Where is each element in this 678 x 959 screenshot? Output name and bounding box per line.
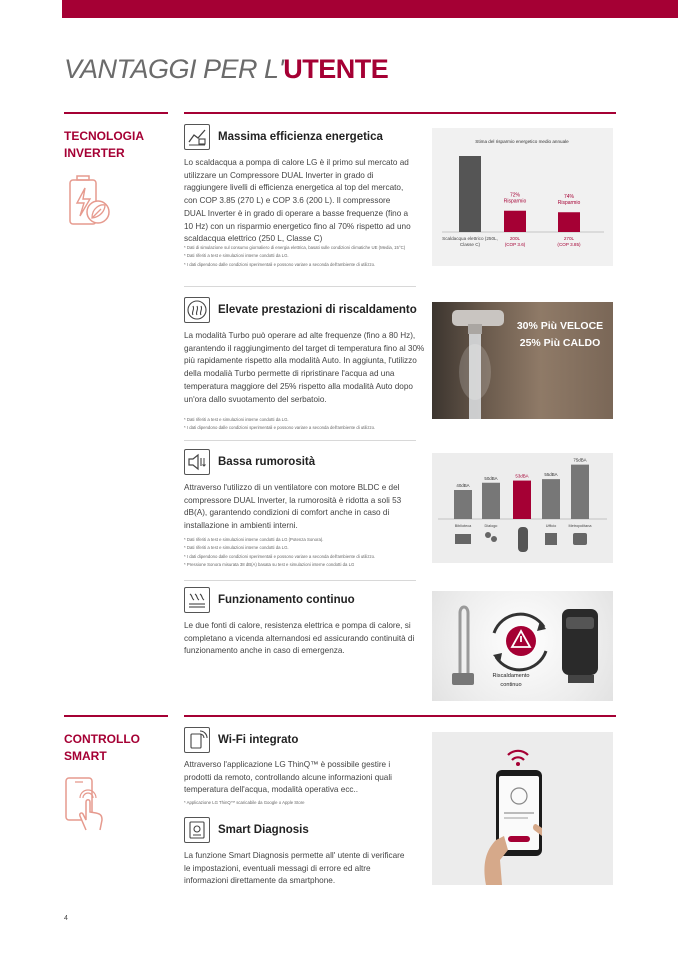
feature-body: Attraverso l'utilizzo di un ventilatore con motore BLDC e del compressore DUAL Inverter, la rumorosità è ridotta a soli 53 dB(A), garantendo condizioni di comfort anche in caso di installazione in ambienti interni.: [184, 483, 402, 531]
feature-body: Lo scaldacqua a pompa di calore LG è il primo sul mercato ad utilizzare un Compressore DUAL Inverter in grado di raggiungere livelli di efficienza energetica al top del mercato, con COP 3.85 (270 L) e COP 3.6 (200 L). Il compressore DUAL Inverter è in grado di operare a basse frequenze (fino a 10 Hz) con un risparmio energetico fino al 70% rispetto ad uno scaldacqua elettrico (250 L, Classe C): [184, 158, 411, 244]
note-line: * Dati riferiti a test e simulazioni interne condotti da LG.: [184, 545, 289, 551]
smart-diagnosis-icon: [184, 817, 210, 843]
feature-notes: [184, 416, 429, 433]
electric-resistance-image: [452, 607, 474, 685]
note-line: * Pressione Sonora misurata 38 dB(A) basata su test e simulazioni interne condotti da LG: [184, 562, 355, 568]
faucet-shape: [452, 310, 504, 326]
noise-bar: [571, 465, 589, 519]
turbo-warmer-label: 25% Più CALDO: [519, 337, 601, 349]
note-line: * Dati riferiti a test e simulazioni interne condotti da LG (Potenza Sonora).: [184, 537, 324, 542]
turbo-faster-label: 30% Più VELOCE: [516, 320, 604, 332]
phone-touch-icon: [64, 776, 112, 832]
noise-pictograms: [455, 527, 587, 552]
feature-body: Attraverso l'applicazione LG ThinQ™ è possibile gestire i prodotti da remoto, controllando alcune informazioni quali temperatura dell'acqua, modalità operativa ecc..: [184, 760, 392, 795]
noise-bar: [454, 490, 472, 519]
turbo-water-photo: [432, 302, 613, 419]
noise-category-label: Biblioteca: [454, 524, 472, 528]
noise-category-label: Dialogo: [484, 524, 498, 528]
feature-title: Wi-Fi integrato: [218, 734, 299, 746]
page-title-light: VANTAGGI PER L': [64, 54, 284, 84]
wifi-device-icon: [184, 727, 210, 753]
feature-title: Funzionamento continuo: [218, 594, 355, 606]
page-title: [64, 54, 388, 85]
noise-category-label: Ufficio: [545, 524, 557, 528]
note-line: * I dati dipendono dalle condizioni sperimentali e possono variare a seconda dell'ambiente di utilizzo.: [184, 261, 376, 267]
noise-bar: [513, 481, 531, 519]
note-line: * Applicazione LG ThinQ™ scaricabile da Google o Apple Store: [184, 800, 305, 805]
chart-category-label: (COP 3.6): [504, 242, 526, 247]
chart-category-label: 200L: [509, 236, 521, 241]
energy-saving-chart: [432, 128, 613, 266]
note-line: * Dati riferiti a test e simulazioni interne condotti da LG.: [184, 417, 289, 422]
section-line-smart: [64, 715, 168, 717]
chart-category-label: Classe C): [459, 242, 481, 247]
faucet-spout: [468, 324, 482, 334]
note-line: * Dati di simulazione sul consumo giornaliero di energia elettrica, basati sulle condizioni climatiche UE (Media, 15°C): [184, 245, 406, 250]
section-line-smart-right: [184, 715, 616, 717]
page-number: 4: [64, 915, 68, 922]
noise-bar: [482, 483, 500, 519]
page-title-bold: UTENTE: [283, 54, 389, 84]
chart-data-label: 72%: [509, 192, 521, 199]
feature-title: Smart Diagnosis: [218, 824, 309, 836]
speaker-low-icon: [184, 449, 210, 475]
smartphone-app-photo: [432, 732, 613, 885]
feature-notes: [184, 536, 429, 570]
feature-body: La modalità Turbo può operare ad alte frequenze (fino a 80 Hz), garantendo il raggiungimento del target di temperatura fino al 30% più rapidamente rispetto alla modalità Auto. In aggiunta, l'utilizzo della modalià Turbo permette di ripristinare l'acqua ad una temperatura maggiore del 25% rispetto alla modalità Auto dopo un'ora dallo svuotamento del serbatoio.: [184, 331, 425, 404]
book-icon: [455, 534, 471, 544]
note-line: * Dati riferiti a test e simulazioni interne condotti da LG.: [184, 253, 289, 259]
battery-leaf-icon: [64, 174, 112, 228]
app-start-button: [508, 836, 530, 842]
noise-data-label: 53dBA: [515, 473, 529, 479]
chart-data-label: Risparmio: [503, 198, 527, 205]
feature-title: Elevate prestazioni di riscaldamento: [218, 304, 417, 316]
app-text-line: [504, 817, 528, 819]
noise-bar: [542, 479, 560, 519]
app-text-line: [504, 812, 534, 814]
steam: [459, 344, 491, 400]
compressor-image: [562, 609, 598, 683]
top-brand-bar: [62, 0, 678, 18]
hand-image: [484, 836, 508, 885]
noise-data-label: 50dBA: [484, 475, 498, 481]
noise-level-chart: [432, 453, 613, 563]
divider: [184, 440, 416, 441]
divider: [184, 580, 416, 581]
noise-data-label: 75dBA: [573, 457, 587, 463]
chart-category-label: (COP 3.85): [557, 242, 581, 247]
chart-category-label: Scaldacqua elettrico (250L,: [442, 236, 498, 241]
feature-title: Bassa rumorosità: [218, 456, 316, 468]
people-icon-2: [491, 536, 497, 542]
noise-category-label: Metropolitana: [568, 524, 592, 528]
chart-title: Stima del risparmio energetico medio annuale: [475, 139, 569, 144]
noise-data-label: 40dBA: [456, 483, 470, 488]
feature-body: La funzione Smart Diagnosis permette all' utente di verificare le impostazioni, eventuali messagi di errore ed altre informazioni direttamente da smartphone.: [184, 851, 405, 886]
chart-bar: [504, 211, 526, 232]
noise-data-label: 55dBA: [544, 472, 558, 478]
feature-notes: [184, 799, 416, 807]
section-line-inverter-right: [184, 112, 616, 114]
divider: [184, 286, 416, 287]
people-icon: [485, 532, 491, 538]
feature-body: Le due fonti di calore, resistenza elettrica e pompa di calore, si completano a vicenda alternandosi ed assicurando continuità di funzionamento anche in caso di emergenza.: [184, 621, 415, 656]
water-heater-icon: [518, 527, 528, 552]
heat-waves-icon: [184, 297, 210, 323]
feature-notes: [184, 244, 416, 269]
section-line-inverter: [64, 112, 168, 114]
compressor-icon: [184, 124, 210, 150]
continuous-caption-2: continuo: [500, 682, 522, 688]
wifi-signal-icon: [508, 751, 528, 766]
chart-bar: [459, 156, 481, 232]
chart-bar: [558, 212, 580, 232]
note-line: * I dati dipendono dalle condizioni sperimentali e possono variare a seconda dell'ambiente di utilizzo.: [184, 553, 376, 559]
feature-title: Massima efficienza energetica: [218, 131, 383, 143]
section-label-smart: CONTROLLO SMART: [64, 732, 140, 763]
chart-data-label: Risparmio: [557, 200, 581, 207]
section-label-inverter: TECNOLOGIA INVERTER: [64, 129, 144, 160]
office-icon: [545, 533, 557, 545]
continuous-operation-image: [432, 591, 613, 701]
chart-data-label: 74%: [563, 194, 575, 201]
metro-icon: [573, 533, 587, 545]
note-line: * I dati dipendono dalle condizioni sperimentali e possono variare a seconda dell'ambiente di utilizzo.: [184, 425, 376, 431]
chart-category-label: 270L: [563, 236, 575, 241]
continuous-heat-icon: [184, 587, 210, 613]
continuous-caption-1: Riscaldamento: [492, 673, 530, 679]
